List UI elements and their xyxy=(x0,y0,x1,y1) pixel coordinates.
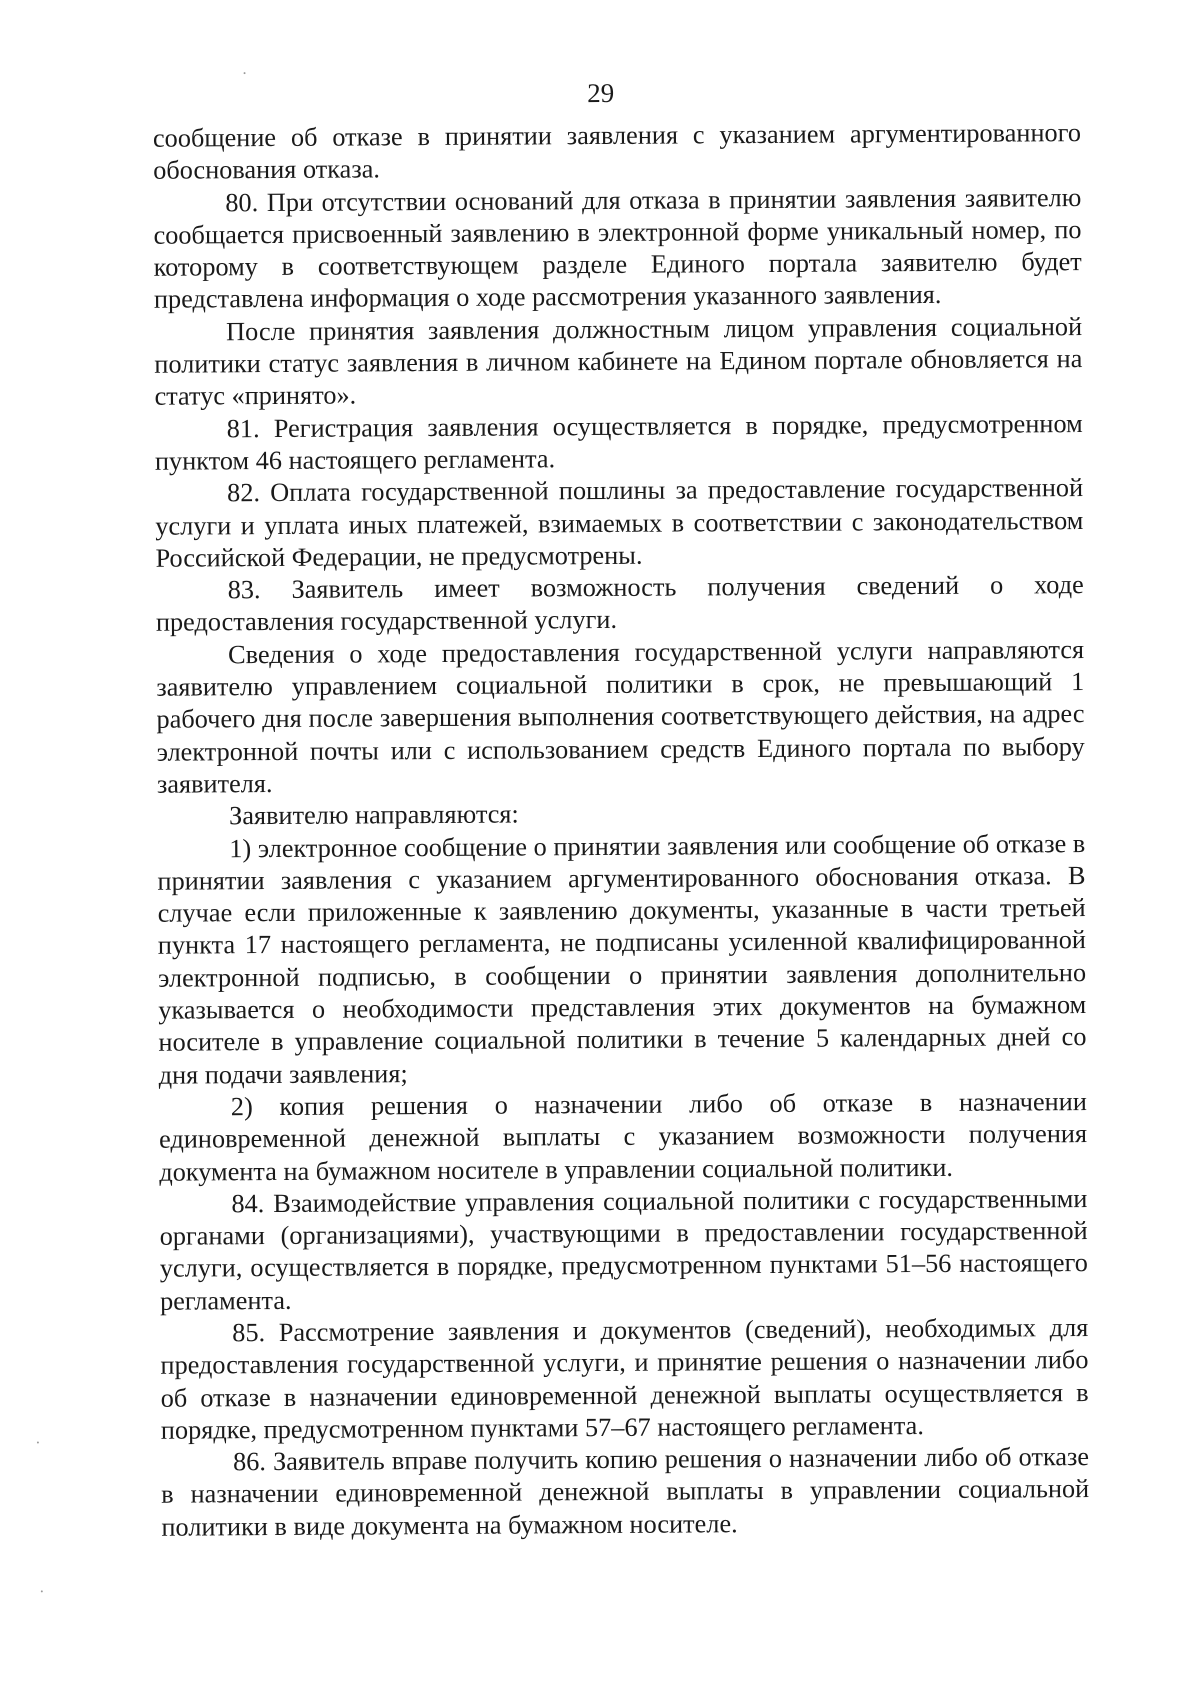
paragraph-number: 86. xyxy=(232,1447,266,1477)
scan-speck xyxy=(244,72,246,74)
paragraph-text: Взаимодействие управления социальной политики с государственными органами (организациями), участвующими в предоставлении государственной услуги, осуществляется в порядке, предусмотренном пунктами 51–56 настоящего регламента. xyxy=(159,1183,1088,1316)
paragraph-text: Заявитель имеет возможность получения сведений о ходе предоставления государственной услуги. xyxy=(155,570,1084,638)
paragraph-80 xyxy=(153,182,1082,317)
paragraph-number: 81. xyxy=(226,413,260,443)
paragraph-83-info: Сведения о ходе предоставления государственной услуги направляются заявителю управлением социальной политики в срок, не превышающий 1 рабочего дня после завершения выполнения соответствующего действия, на адрес электронной почты или с использованием средств Единого портала по выбору заявителя. xyxy=(156,634,1085,799)
paragraph-text: При отсутствии оснований для отказа в принятии заявления заявителю сообщается присвоенный заявлению в электронной форме уникальный номер, по которому в соответствующем разделе Единого портала заявителю будет представлена информация о ходе рассмотрения указанного заявления. xyxy=(153,182,1082,315)
paragraph-84 xyxy=(159,1183,1088,1318)
paragraph-number: 83. xyxy=(227,575,261,605)
scan-speck xyxy=(37,1441,39,1443)
paragraph-text: Заявитель вправе получить копию решения о назначении либо об отказе в назначении единовременной денежной выплаты в управлении социальной политики в виде документа на бумажном носителе. xyxy=(161,1442,1090,1542)
page-number: 29 xyxy=(587,77,615,109)
paragraph-number: 82. xyxy=(227,478,261,508)
paragraph-81 xyxy=(155,408,1083,478)
paragraph-83 xyxy=(156,569,1084,639)
paragraph-number: 84. xyxy=(231,1188,265,1219)
document-body xyxy=(153,117,1090,1544)
paragraph-number: 85. xyxy=(232,1318,266,1348)
paragraph-text: Регистрация заявления осуществляется в порядке, предусмотренном пунктом 46 настоящего регламента. xyxy=(154,408,1083,476)
paragraph-82 xyxy=(155,472,1084,575)
paragraph-text: Оплата государственной пошлины за предоставление государственной услуги и уплата иных платежей, взимаемых в соответствии с законодательством Российской Федерации, не предусмотрены. xyxy=(155,473,1084,573)
paragraph-83-sent: Заявителю направляются: xyxy=(229,799,519,831)
paragraph-85 xyxy=(160,1312,1089,1447)
list-item-1: 1) электронное сообщение о принятии заявления или сообщение об отказе в принятии заявления с указанием аргументированного обоснования отказа. В случае если приложенные к заявлению документы, указанные в части третьей пункта 17 настоящего регламента, не подписаны усиленной квалифицированной электронной подписью, в сообщении о принятии заявления дополнительно указывается о необходимости представления этих документов на бумажном носителе в управление социальной политики в течение 5 календарных дней со дня подачи заявления; xyxy=(157,828,1087,1090)
scan-speck xyxy=(41,1590,43,1592)
list-item-2: 2) копия решения о назначении либо об отказе в назначении единовременной денежной выплаты с указанием возможности получения документа на бумажном носителе в управлении социальной политики. xyxy=(158,1086,1088,1187)
paragraph-text: Рассмотрение заявления и документов (сведений), необходимых для предоставления государственной услуги, и принятие решения о назначении либо об отказе в назначении единовременной денежной выплаты осуществляется в порядке, предусмотренном пунктами 57–67 настоящего регламента. xyxy=(160,1313,1089,1445)
paragraph-86 xyxy=(161,1441,1090,1544)
paragraph-continuation: сообщение об отказе в принятии заявления с указанием аргументированного обоснования отказа. xyxy=(152,118,1082,186)
paragraph-80-status: После принятия заявления должностным лицом управления социальной политики статус заявления в личном кабинете на Едином портале обновляется на статус «принято». xyxy=(154,311,1083,412)
paragraph-number: 80. xyxy=(225,187,259,217)
